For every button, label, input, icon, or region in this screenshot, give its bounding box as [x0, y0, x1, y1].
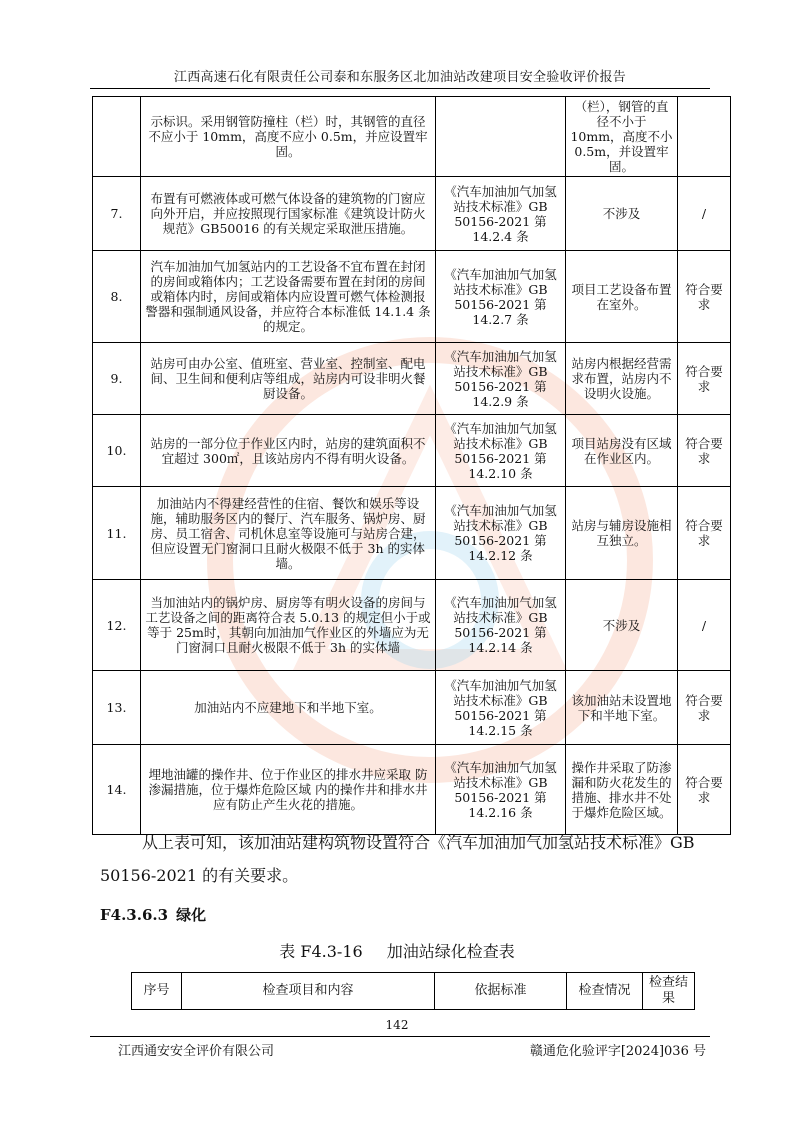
row-basis: 《汽车加油加气加氢站技术标准》GB 50156-2021 第 14.2.16 条 — [436, 745, 566, 835]
page-number: 142 — [385, 1018, 409, 1032]
table-row — [93, 580, 731, 671]
row-number: 12. — [93, 580, 141, 671]
row-condition: 项目站房没有区域在作业区内。 — [566, 415, 678, 487]
row-result: 符合要求 — [678, 415, 731, 487]
row-content: 加油站内不应建地下和半地下室。 — [141, 671, 436, 745]
table-row — [93, 343, 731, 415]
section-number: F4.3.6.3 — [100, 906, 169, 924]
row-content: 布置有可燃液体或可燃气体设备的建筑物的门窗应向外开启，并应按照现行国家标准《建筑设计防火规范》GB50016 的有关规定采取泄压措施。 — [141, 177, 436, 251]
table-row — [93, 487, 731, 580]
row-result — [678, 97, 731, 177]
row-condition: 项目工艺设备布置在室外。 — [566, 251, 678, 343]
row-basis — [436, 97, 566, 177]
footer-company: 江西通安安全评价有限公司 — [118, 1044, 275, 1059]
row-basis: 《汽车加油加气加氢站技术标准》GB 50156-2021 第 14.2.4 条 — [436, 177, 566, 251]
row-basis: 《汽车加油加气加氢站技术标准》GB 50156-2021 第 14.2.9 条 — [436, 343, 566, 415]
row-condition: 站房内根据经营需求布置，站房内不设明火设施。 — [566, 343, 678, 415]
row-number: 14. — [93, 745, 141, 835]
row-number: 8. — [93, 251, 141, 343]
section-heading — [100, 904, 206, 925]
footer-document-number: 赣通危化验评字[2024]036 号 — [529, 1044, 706, 1059]
greening-table-header — [132, 973, 695, 1010]
row-result: 符合要求 — [678, 745, 731, 835]
row-number: 10. — [93, 415, 141, 487]
row-number — [93, 97, 141, 177]
row-content: 汽车加油加气加氢站内的工艺设备不宜布置在封闭的房间或箱体内；工艺设备需要布置在封闭的房间或箱体内时，房间或箱体内应设置可燃气体检测报警器和强制通风设备，并应符合本标准低 14.1.4 条的规定。 — [141, 251, 436, 343]
header-cell: 依据标准 — [435, 973, 567, 1010]
table-row — [93, 177, 731, 251]
row-basis: 《汽车加油加气加氢站技术标准》GB 50156-2021 第 14.2.7 条 — [436, 251, 566, 343]
table-row — [93, 671, 731, 745]
row-content: 站房的一部分位于作业区内时，站房的建筑面积不宜超过 300㎡，且该站房内不得有明火设备。 — [141, 415, 436, 487]
table-row — [93, 97, 731, 177]
header-divider — [90, 88, 710, 89]
row-number: 13. — [93, 671, 141, 745]
row-result: / — [678, 177, 731, 251]
inspection-table — [92, 96, 731, 835]
table-row — [93, 745, 731, 835]
row-content: 加油站内不得建经营性的住宿、餐饮和娱乐等设施，辅助服务区内的餐厅、汽车服务、锅炉房、厨房、员工宿舍、司机休息室等设施可与站房合建，但应设置无门窗洞口且耐火极限不低于 3h 的实体墙。 — [141, 487, 436, 580]
row-content: 当加油站内的锅炉房、厨房等有明火设备的房间与工艺设备之间的距离符合表 5.0.13 的规定但小于或等于 25m时，其朝向加油加气作业区的外墙应为无门窗洞口且耐火极限不低于 3h 的实体墙 — [141, 580, 436, 671]
section-title: 绿化 — [176, 906, 207, 924]
greening-table — [131, 972, 695, 1010]
table-caption — [0, 939, 794, 962]
header-cell: 检查情况 — [567, 973, 643, 1010]
row-result: 符合要求 — [678, 343, 731, 415]
footer-divider — [90, 1036, 710, 1037]
row-basis: 《汽车加油加气加氢站技术标准》GB 50156-2021 第 14.2.12 条 — [436, 487, 566, 580]
row-content: 埋地油罐的操作井、位于作业区的排水井应采取 防渗漏措施，位于爆炸危险区域 内的操作井和排水井 应有防止产生火花的措施。 — [141, 745, 436, 835]
table-row — [93, 415, 731, 487]
row-result: 符合要求 — [678, 251, 731, 343]
row-basis: 《汽车加油加气加氢站技术标准》GB 50156-2021 第 14.2.15 条 — [436, 671, 566, 745]
row-number: 9. — [93, 343, 141, 415]
row-condition: 不涉及 — [566, 177, 678, 251]
row-condition: （栏），钢管的直径不小于 10mm，高度不小 0.5m，并设置牢固。 — [566, 97, 678, 177]
row-content: 站房可由办公室、值班室、营业室、控制室、配电间、卫生间和便利店等组成，站房内可设非明火餐厨设备。 — [141, 343, 436, 415]
row-condition: 该加油站未设置地下和半地下室。 — [566, 671, 678, 745]
row-basis: 《汽车加油加气加氢站技术标准》GB 50156-2021 第 14.2.14 条 — [436, 580, 566, 671]
row-condition: 站房与辅房设施相互独立。 — [566, 487, 678, 580]
conclusion-paragraph: 从上表可知，该加油站建构筑物设置符合《汽车加油加气加氢站技术标准》GB 50156-2021 的有关要求。 — [100, 833, 695, 885]
row-condition: 操作井采取了防渗漏和防火花发生的措施、排水井不处于爆炸危险区域。 — [566, 745, 678, 835]
row-basis: 《汽车加油加气加氢站技术标准》GB 50156-2021 第 14.2.10 条 — [436, 415, 566, 487]
row-number: 7. — [93, 177, 141, 251]
row-result: 符合要求 — [678, 487, 731, 580]
header-cell: 序号 — [132, 973, 182, 1010]
row-content: 示标识。采用钢管防撞柱（栏）时，其钢管的直径不应小于 10mm，高度不应小 0.5m，并应设置牢固。 — [141, 97, 436, 177]
table-row — [93, 251, 731, 343]
table-caption-name: 加油站绿化检查表 — [386, 942, 515, 961]
header-cell: 检查结果 — [643, 973, 695, 1010]
row-result: / — [678, 580, 731, 671]
header-cell: 检查项目和内容 — [182, 973, 435, 1010]
row-condition: 不涉及 — [566, 580, 678, 671]
row-result: 符合要求 — [678, 671, 731, 745]
report-header: 江西高速石化有限责任公司泰和东服务区北加油站改建项目安全验收评价报告 — [173, 70, 627, 85]
row-number: 11. — [93, 487, 141, 580]
table-caption-number: 表 F4.3-16 — [279, 942, 363, 961]
